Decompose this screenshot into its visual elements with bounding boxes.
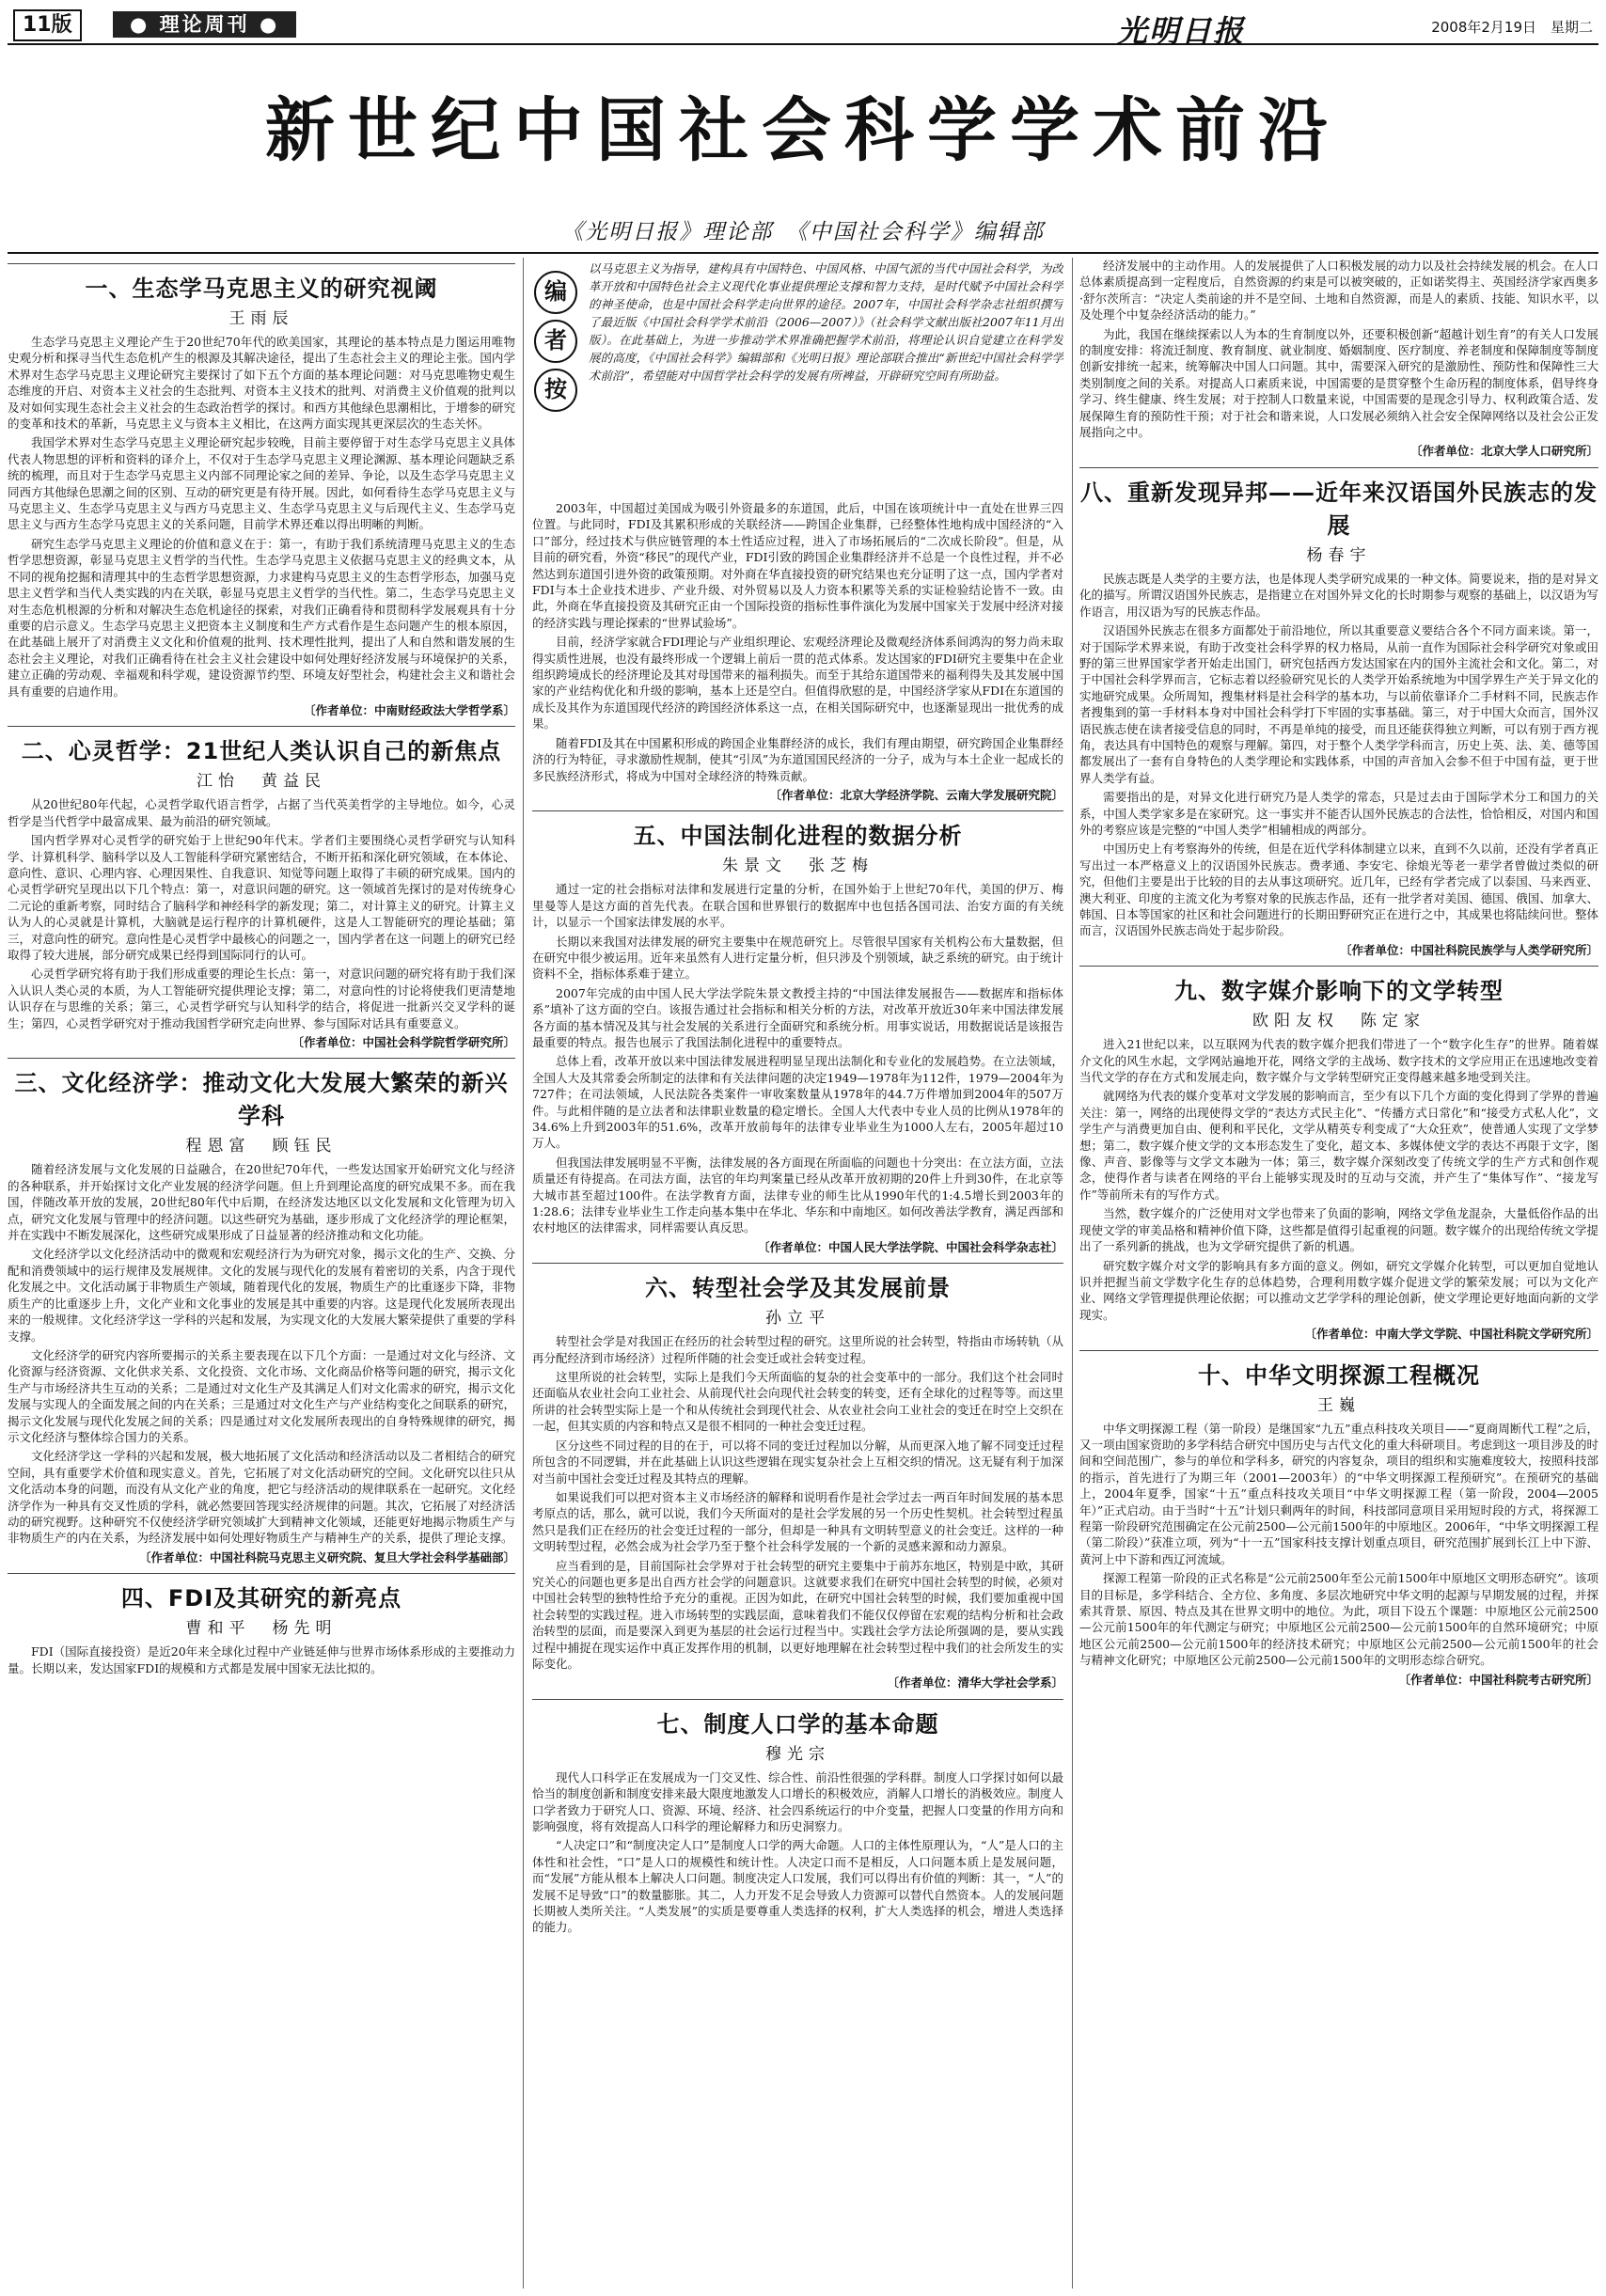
article-paragraph: 研究数字媒介对文学的影响具有多方面的意义。例如，研究文学媒介化转型，可以更加自觉地认识并把握当前文学数字化生存的总体趋势，合理利用数字媒介促进文学的繁荣发展；可以为文化产业、网络文学管理提供理论依据；可以推动文艺学学科的理论创新，使文学理论更好地面向新的文学现实。	[1079, 1258, 1598, 1322]
article-paragraph: 随着FDI及其在中国累积形成的跨国企业集群经济的成长，我们有理由期望，研究跨国企业集群经济的行为特征，寻求激励性规制，使其“引凤”为东道国国民经济的一分子，成为与本土企业一起成长的多民族经济形式，将成为中国对全球经济的特殊贡献。	[532, 735, 1063, 783]
article-paragraph: 通过一定的社会指标对法律和发展进行定量的分析，在国外始于上世纪70年代，美国的伊万、梅里曼等人是这方面的首先代表。在联合国和世界银行的数据库中也包括各国司法、治安方面的有关统计，以显示一个国家法律发展的水平。	[532, 882, 1063, 930]
author-affiliation: 〔作者单位：中南财经政法大学哲学系〕	[303, 702, 515, 717]
editor-note-mark	[534, 271, 579, 417]
article-section	[532, 810, 1063, 1255]
article-paragraph: 长期以来我国对法律发展的研究主要集中在规范研究上。尽管很早国家有关机构公布大量数据，但在研究中很少被运用。近年来虽然有人进行定量分析，但只涉及个别领域，缺乏系统的研究。由于统计资料不全，指标体系难于建立。	[532, 934, 1063, 982]
article-paragraph: 总体上看，改革开放以来中国法律发展进程明显呈现出法制化和专业化的发展趋势。在立法领域，全国人大及其常委会所制定的法律和有关法律问题的决定1949—1978年为112件，1979—2004年为727件；在司法领域，人民法院各类案件一审收案数量从1978年的44.7万件增加到2004年的507万件。与此相伴随的是立法者和法律职业数量的稳定增长。全国人大代表中专业人员的比例从1978年的34.6%上升到2003年的51.6%，改革开放前每年的法律专业毕业生为1000人左右，2005年超过10万人。	[532, 1054, 1063, 1151]
article-paragraph: 2007年完成的由中国人民大学法学院朱景文教授主持的“中国法律发展报告——数据库和指标体系”填补了这方面的空白。该报告通过社会指标和相关分析的方法，对改革开放近30年来中国法律发展各方面的基本情况及其与社会发展的关系进行全面研究和系统分析。用事实说话，用数据说话是该报告最重要的特点。报告也展示了我国法制化进程中的重要特点。	[532, 985, 1063, 1049]
article-section	[1079, 467, 1598, 958]
article-author: 王巍	[1317, 1395, 1361, 1415]
article-heading: 十、中华文明探源工程概况	[1198, 1361, 1480, 1389]
article-heading: 八、重新发现异邦——近年来汉语国外民族志的发展	[1080, 479, 1598, 539]
article-section	[8, 263, 515, 718]
article-heading: 四、FDI及其研究的新亮点	[120, 1585, 402, 1612]
article-paragraph: 转型社会学是对我国正在经历的社会转型过程的研究。这里所说的社会转型，特指由市场转轨（从再分配经济到市场经济）过程所伴随的社会变迁或社会转变过程。	[532, 1334, 1063, 1365]
issue-date: 2008年2月19日 星期二	[1431, 19, 1593, 36]
article-author: 王雨辰	[228, 309, 294, 328]
article-heading: 六、转型社会学及其发展前景	[645, 1275, 951, 1302]
article-paragraph: 就网络为代表的媒介变革对文学发展的影响而言，至少有以下几个方面的变化得到了学界的普遍关注：第一，网络的出现使得文学的“表达方式民主化”、“传播方式日常化”和“接受方式私人化”，文学生产与消费更加自由、便利和平民化，文学从精英专利变成了“大众狂欢”，使普通人实现了文学梦想；第二，数字媒介使文学的文本形态发生了变化，超文本、多媒体使文学的表达不再限于文字，图像、声音、影像等与文学文本融为一体；第三，数字媒介深刻改变了传统文学的生产方式和创作观念，使得作者与读者在网络的平台上能够实现及时的互动与交流，并产生了“集体写作”、“接龙写作”等前所未有的写作方式。	[1079, 1089, 1598, 1202]
article-heading: 五、中国法制化进程的数据分析	[633, 823, 963, 850]
column-right	[1079, 258, 1598, 1695]
column-middle	[532, 258, 1063, 1939]
article-paragraph: 但我国法律发展明显不平衡，法律发展的各方面现在所面临的问题也十分突出：在立法方面，立法质量还有待提高。在司法方面，法官的年均判案量已经从改革开放初期的20件上升到30件，在北京等大城市甚至超过100件。在法学教育方面，法律专业的师生比从1990年代的1:4.5增长到2003年的1:28.6；法律专业毕业生工作走向基本集中在华北、华东和中南地区。如何改善法学教育，满足西部和农村地区的法律需求，同样需要认真反思。	[532, 1155, 1063, 1235]
column-tag: ● 理论周刊 ●	[113, 11, 296, 38]
author-affiliation: 〔作者单位：北京大学经济学院、云南大学发展研究院〕	[769, 787, 1063, 802]
article-heading: 九、数字媒介影响下的文学转型	[1174, 978, 1504, 1005]
article-author: 江怡 黄益民	[197, 772, 326, 792]
newspaper-logo: 光明日报	[1117, 13, 1246, 49]
article-paragraph: 研究生态学马克思主义理论的价值和意义在于：第一，有助于我们系统清理马克思主义的生态哲学思想资源，彰显马克思主义哲学的当代性。生态学马克思主义依据马克思主义的经典文本，从不同的视角挖掘和清理其中的生态哲学思想资源，力求建构马克思主义的生态哲学形态，加强马克思主义哲学和当代人类实践的内在关联，彰显马克思主义哲学的当代性。第二，生态学马克思主义对生态危机根源的分析和对解决生态危机途径的探索，对我们正确看待和贯彻科学发展观具有十分重要的启示意义。生态学马克思主义把资本主义制度和生产方式看作是生态问题产生的根本原因，在此基础上展开了对消费主义文化和价值观的批判、技术理性批判，提出了人和自然和谐发展的生态社会主义理论，对我们正确看待在社会主义社会建设中如何处理好经济发展与环境保护的关系，建立正确的劳动观、幸福观和科学观，建设资源节约型、环境友好型社会，构建社会主义和谐社会具有重要的启迪作用。	[8, 536, 515, 699]
article-paragraph: 为此，我国在继续探索以人为本的生育制度以外，还要积极创新“超越计划生育”的有关人口发展的制度安排：将流迁制度、教育制度、就业制度、婚姻制度、医疗制度、养老制度和保障制度等制度创新安排统一起来，统筹解决中国人口问题。其中，需要深入研究的是激励性、预防性和保障性三大类别制度之间的关系。对提高人口素质来说，中国需要的是贯穿整个生命历程的制度体系，倡导终身学习、终生健康、终生发展；对于控制人口数量来说，中国需要的是现念引导力、权利政策合适、发展保障生育的预防性干预；对于社会和谐来说，人口发展必须纳入社会安全保障网络以及社会公正发展指向之中。	[1079, 326, 1598, 440]
title-rule	[8, 252, 1598, 254]
article-section	[532, 500, 1063, 803]
article-paragraph: 生态学马克思主义理论产生于20世纪70年代的欧美国家，其理论的基本特点是力图运用唯物史观分析和探寻当代生态危机产生的根源及其解决途径，提出了生态社会主义的理论主张。国内学术界对生态学马克思主义理论研究主要探讨了如下五个方面的基本理论问题：对马克思唯物史观生态维度的开启、对资本主义社会的生态批判、对资本主义技术的批判、对消费主义价值观的批判以及对如何实现生态社会主义社会的生态政治哲学的探讨。和西方其他绿色思潮相比，于增参的研究的变革和技术的革新，马克思主义与资本主义相比，在这两方面实现其更深层次的生态关怀。	[8, 335, 515, 432]
article-paragraph: “人决定口”和“制度决定人口”是制度人口学的两大命题。人口的主体性原理认为，“人”是人口的主体性和社会性，“口”是人口的规模性和统计性。人决定口而不是相反，人口问题本质上是发展问题，而“发展”方能从根本上解决人口问题。制度决定人口发展，我们可以得出有价值的判断：其一，“人”的发展不足导致“口”的数量膨胀。其二，人力开发不足会导致人力资源可以替代自然资本。人的发展问题长期被人类所关注。“人类发展”的实质是要尊重人类选择的权利，扩大人类选择的机会，增进人类选择的能力。	[532, 1838, 1063, 1935]
note-mark-char: 按	[534, 369, 577, 412]
article-section	[1079, 258, 1598, 460]
column-divider	[523, 258, 524, 2288]
section-rule	[532, 1263, 1063, 1264]
article-paragraph: 文化经济学以文化经济活动中的微观和宏观经济行为为研究对象，揭示文化的生产、交换、分配和消费领域中的运行规律及发展规律。文化的发展与现代化的发展有着密切的关系，内含于现代化发展之中。文化活动属于非物质生产领域，随着现代化的发展，物质生产的比重逐步下降，非物质生产的比重逐步上升，文化产业和文化事业的发展是其中重要的内容。这是现代化发展所表现出来的一般规律。文化经济学这一学科的兴起和发展，为实现文化的大发展大繁荣提供了重要的学科支撑。	[8, 1247, 515, 1344]
article-heading: 七、制度人口学的基本命题	[656, 1710, 939, 1738]
article-paragraph: 国内哲学界对心灵哲学的研究始于上世纪90年代末。学者们主要围绕心灵哲学研究与认知科学、计算机科学、脑科学以及人工智能科学研究紧密结合，不断开拓和深化研究领域，在本体论、意向性、意识、心理内容、心理因果性、自我意识、知觉等问题上取得了丰硕的研究成果。国内的心灵哲学研究呈现出以下几个特点：第一，对意识问题的研究。这一领域首先探讨的是对传统身心二元论的重新考察，同时结合了脑科学和神经科学的新发现；第二，对计算主义的研究。计算主义认为人的心灵就是计算机，大脑就是运行程序的计算机硬件，这是人工智能研究的理论基础；第三，对意向性的研究。意向性是心灵哲学中最核心的问题之一，国内学者在这一问题上的研究已经取得了较大进展，部分研究成果已经得到国际同行的认可。	[8, 833, 515, 962]
article-paragraph: 目前，经济学家就合FDI理论与产业组织理论、宏观经济理论及微观经济体系间鸿沟的努力尚未取得实质性进展，也没有最终形成一个逻辑上前后一贯的范式体系。发达国家的FDI研究主要集中在企业组织跨境成长的经济理论及其对母国带来的福利损失。而至于其给东道国带来的福利得失及其发展中国家的产业结构优化和升级的影响，基本上还是空白。但值得欣慰的是，中国经济学家从FDI在东道国的成长及其作为东道国现代经济的跨国经济体系这一点，在相关国际研究中，也逐渐显现出一批优秀的成果。	[532, 635, 1063, 731]
article-author: 穆光宗	[765, 1744, 830, 1764]
article-paragraph: 进入21世纪以来，以互联网为代表的数字媒介把我们带进了一个“数字化生存”的世界。随着媒介文化的风生水起，文学网站遍地开花，网络文学的主战场、数字技术的文学应用正在迅速地改变着当代文学的存在方式和发展走向，数字媒介与文学转型研究正变得越来越多地受到关注。	[1079, 1037, 1598, 1085]
author-affiliation: 〔作者单位：中国社科院考古研究所〕	[1398, 1672, 1598, 1687]
article-paragraph: 这里所说的社会转型，实际上是我们今天所面临的复杂的社会变革中的一部分。我们这个社会同时还面临从农业社会向工业社会、从前现代社会向现代社会转变的转变，还有全球化的过程等等。而这里所讲的社会转型实际上是一个和从传统社会到现代社会、从农业社会向工业社会的变迁在时空上交织在一起，但其实质的内容和特点又是很不相同的一种社会变迁过程。	[532, 1370, 1063, 1434]
article-section	[1079, 966, 1598, 1342]
article-heading: 一、生态学马克思主义的研究视阈	[85, 275, 438, 302]
article-paragraph: FDI（国际直接投资）是近20年来全球化过程中产业链延伸与世界市场体系形成的主要推动力量。长期以来，发达国家FDI的规模和方式都是发展中国家无法比拟的。	[8, 1644, 515, 1675]
editors-line: 《光明日报》理论部 《中国社会科学》编辑部	[561, 220, 1045, 244]
article-paragraph: 区分这些不同过程的目的在于，可以将不同的变迁过程加以分解，从而更深入地了解不同变迁过程所包含的不同逻辑，并在此基础上认识这些逻辑在现实复杂社会上互相交织的情况。这无疑有利于加深对当前中国社会变迁过程及其特点的理解。	[532, 1438, 1063, 1486]
column-divider	[1072, 258, 1073, 2288]
author-affiliation: 〔作者单位：中国人民大学法学院、中国社会科学杂志社〕	[757, 1239, 1063, 1254]
article-paragraph: 民族志既是人类学的主要方法，也是体现人类学研究成果的一种文体。简要说来，指的是对异文化的描写。所谓汉语国外民族志，是指建立在对国外异文化的长时期参与观察的基础上，以汉语为写作语言，用汉语为写的民族志作品。	[1079, 571, 1598, 619]
edition-number: 11版	[13, 9, 82, 41]
article-paragraph: 汉语国外民族志在很多方面都处于前沿地位，所以其重要意义要结合各个不同方面来谈。第一，对于国际学术界来说，有助于改变社会科学界的权力格局，从前一直作为国际社会科学研究对象或田野的第三世界国家学者开始走出国门，研究包括西方发达国家在内的国外主流社会和文化。第二，对于中国社会科学界而言，它标志着以经验研究见长的人类学开始系统地为中国学界生产关于异文化的实地研究成果。众所周知，搜集材料是社会科学的基本功，与以前依靠译介二手材料不同，民族志作者搜集到的第一手材料本身对中国社会科学打下牢固的实事基础。第三，对于中国大众而言，国外汉语民族志使在读者接受信息的同时，不再是单纯的接受，而且还能获得独立判断，可以有别于西方视角，表达具有中国特色的观察与理解。第四，对于整个人类学学科而言，历史上英、法、美、德等国都发展出了一套有自身特色的人类学理论和实践体系，中国的声音加入会参不但于中国有益，更于世界人类学有益。	[1079, 623, 1598, 785]
article-section	[532, 1699, 1063, 1936]
article-section	[8, 1058, 515, 1565]
author-affiliation: 〔作者单位：中南大学文学院、中国社科院文学研究所〕	[1304, 1327, 1598, 1342]
section-rule	[1079, 966, 1598, 967]
editor-note	[532, 258, 1063, 493]
article-paragraph: 需要指出的是，对异文化进行研究乃是人类学的常态，只是过去由于国际学术分工和国力的关系，中国人类学家多是在家研究。这一事实并不能否认国外民族志的合法性，恰恰相反，对国内和国外的考察应该是完整的“中国人类学”相辅相成的两部分。	[1079, 790, 1598, 837]
article-paragraph: 心灵哲学研究将有助于我们形成重要的理论生长点：第一，对意识问题的研究将有助于我们深入认识人类心灵的本质，为人工智能研究提供理论支撑；第二，对意向性的讨论将使我们更清楚地认识存在与思维的关系；第三，心灵哲学研究与认知科学的结合，将促进一批新兴交叉学科的诞生；第四，心灵哲学研究对于推动我国哲学研究走向世界、参与国际对话具有重要意义。	[8, 967, 515, 1030]
author-affiliation: 〔作者单位：中国社会科学院哲学研究所〕	[291, 1035, 515, 1050]
note-mark-char: 者	[534, 320, 577, 363]
article-author: 朱景文 张芝梅	[722, 857, 874, 876]
editor-note-text: 以马克思主义为指导，建构具有中国特色、中国风格、中国气派的当代中国社会科学，为改革开放和中国特色社会主义现代化事业提供理论支撑和智力支持，是时代赋予中国社会科学的神圣使命，也是中国社会科学走向世界的途径。2007年，中国社会科学杂志社组织撰写了最近版《中国社会科学学术前沿（2006—2007）》（社会科学文献出版社2007年11月出版）。在此基础上，为进一步推动学术界准确把握学术前沿，将理论认识自觉建立在科学发展的高度，《中国社会科学》编辑部和《光明日报》理论部联合推出“新世纪中国社会科学学术前沿”，希望能对中国哲学社会科学的发展有所裨益，开辟研究空间有所助益。	[589, 261, 1063, 383]
author-affiliation: 〔作者单位：北京大学人口研究所〕	[1409, 444, 1598, 459]
article-author: 欧阳友权 陈定家	[1252, 1012, 1425, 1031]
column-left	[8, 258, 515, 1679]
article-paragraph: 应当看到的是，目前国际社会学界对于社会转型的研究主要集中于前苏东地区，特别是中欧，其研究关心的问题也更多是出自西方社会学的问题意识。这就要求我们在研究中国社会转型的时候，必须对中国社会转型的独特性给予充分的重视。正因为如此，在研究中国社会转型的时候，我们要加重视中国社会转型的实践过程。进入市场转型的实践层面，意味着我们不能仅仅停留在宏观的结构分析和社会政治转型的层面，而是要深入到更为基层的社会运行过程当中。实践社会学方法论所强调的是，要从实践过程中捕捉在现实运作中真正发挥作用的机制，以更好地理解在社会转型过程中我们的社会所发生的实际变化。	[532, 1558, 1063, 1671]
note-mark-char: 编	[534, 271, 577, 314]
masthead	[8, 6, 1598, 49]
article-paragraph: 如果说我们可以把对资本主义市场经济的解释和说明看作是社会学过去一两百年时间发展的基本思考原点的话，那么，就可以说，我们今天所面对的是社会学发展的另一个历史性契机。社会转型过程虽然只是我们正在经历的社会变迁过程的一部分，但却是一种具有文明转型意义的社会变迁。这样的一种文明转型过程，必然会成为社会学乃至于整个社会科学发展的一个新的灵感来源和动力源泉。	[532, 1489, 1063, 1554]
section-rule	[1079, 467, 1598, 468]
article-section	[1079, 1350, 1598, 1689]
section-rule	[8, 726, 515, 727]
article-paragraph: 随着经济发展与文化发展的日益融合，在20世纪70年代，一些发达国家开始研究文化与经济的各种联系，并开始探讨文化产业发展的经济学问题。但上升到理论高度的研究成果不多。而在我国，伴随改革开放的发展，20世纪80年代中后期，在经济发达地区以文化发展和文化管理为切入点，研究文化发展与管理中的经济问题。以这些研究为基础，逐步形成了文化经济学的理论框架，并在实践中不断发展深化，这些研究成果形成了日益显著的经济推动和文化功能。	[8, 1162, 515, 1243]
article-author: 孙立平	[765, 1309, 830, 1329]
author-affiliation: 〔作者单位：中国社科院马克思主义研究院、复旦大学社会科学基础部〕	[138, 1549, 515, 1565]
article-paragraph: 探源工程第一阶段的正式名称是“公元前2500年至公元前1500年中原地区文明形态研究”。该项目的目标是，多学科结合、全方位、多角度、多层次地研究中华文明的起源与早期发展的过程，并探索其背景、原因、特点及其在世界文明中的地位。为此，项目下设五个课题：中原地区公元前2500—公元前1500年的年代测定与研究；中原地区公元前2500—公元前1500年的自然环境研究；中原地区公元前2500—公元前1500年的经济技术研究；中原地区公元前2500—公元前1500年的社会与精神文化研究；中原地区公元前2500—公元前1500年的文明形态综合研究。	[1079, 1571, 1598, 1668]
article-section	[8, 1573, 515, 1676]
article-author: 曹和平 杨先明	[185, 1619, 338, 1639]
article-paragraph: 文化经济学这一学科的兴起和发展，极大地拓展了文化活动和经济活动以及二者相结合的研究空间，具有重要学术价值和现实意义。首先，它拓展了对文化活动研究的空间。文化研究以往只从文化活动本身的问题，而没有从文化产业的角度，把它与经济活动的规律联系在一起研究。文化经济学作为一种具有交叉性质的学科，就必然要回答现实经济规律的问题。其次，它拓展了对经济活动的研究视野。这种研究不仅使经济学研究领域扩大到精神文化领域，还能更好地揭示物质生产与非物质生产的内在关系，为经济发展中如何处理好物质生产与精神生产的关系，提供了理论支撑。	[8, 1449, 515, 1546]
section-rule	[8, 1573, 515, 1574]
author-affiliation: 〔作者单位：清华大学社会学系〕	[887, 1675, 1063, 1691]
article-paragraph: 当然，数字媒介的广泛使用对文学也带来了负面的影响，网络文学鱼龙混杂，大量低俗作品的出现使文学的审美品格和精神价值下降，这些都是值得引起重视的问题。数字媒介的出现给传统文学提出了一系列新的挑战，也为文学研究提供了新的机遇。	[1079, 1206, 1598, 1254]
article-heading: 三、文化经济学：推动文化大发展大繁荣的新兴学科	[14, 1070, 509, 1130]
article-paragraph: 2003年，中国超过美国成为吸引外资最多的东道国，此后，中国在该项统计中一直处在世界三四位置。与此同时，FDI及其累积形成的关联经济——跨国企业集群，已经整体性地构成中国经济的“入口”部分，经过技术与供应链管理的本土性适应过程，进入了市场拓展后的“二次成长阶段”。但是，从目前的研究看，外资“移民”的现代产业，FDI引致的跨国企业集群经济并不总是一个良性过程，并不必然达到东道国引进外资的政策预期。对外商在华直接投资的研究结果也充分证明了这一点，国内学者对FDI与本土企业技术进步、产业升级、对外贸易以及人力资本积累等关系的实证检验结论皆不一致。由此，外商在华直接投资及其研究正由一个国际投资的指标性事件演化为发展中国家关于发展中经济对接的经济实践与理论探索的“世界试验场”。	[532, 501, 1063, 630]
article-paragraph: 现代人口科学正在发展成为一门交叉性、综合性、前沿性很强的学科群。制度人口学探讨如何以最恰当的制度创新和制度安排来最大限度地激发人口增长的积极效应，消解人口增长的消极效应。制度人口学者致力于研究人口、资源、环境、经济、社会四系统运行的中介变量，把握人口变量的作用方向和影响强度，将有效提高人口科学的理论解释力和历史洞察力。	[532, 1769, 1063, 1833]
article-author: 程恩富 顾钰民	[185, 1137, 338, 1156]
article-paragraph: 从20世纪80年代起，心灵哲学取代语言哲学，占据了当代英美哲学的主导地位。如今，心灵哲学是当代哲学中最富成果、最为前沿的研究领域。	[8, 797, 515, 828]
article-paragraph: 中国历史上有考察海外的传统，但是在近代学科体制建立以来，直到不久以前，还没有学者真正写出过一本严格意义上的汉语国外民族志。费孝通、李安宅、徐烺光等老一辈学者曾做过类似的研究，但他们主要是出于比较的目的去从事这项研究。近几年，已经有学者完成了以泰国、马来西亚、澳大利亚、印度的主流文化为考察对象的民族志作品，还有一批学者对美国、德国、俄国、加拿大、韩国、日本等国家的社区和社会问题进行的长期田野研究正在进行之中，其成果也将陆续问世。整体而言，汉语国外民族志尚处于起步阶段。	[1079, 841, 1598, 938]
author-affiliation: 〔作者单位：中国社科院民族学与人类学研究所〕	[1339, 942, 1598, 957]
article-paragraph: 经济发展中的主动作用。人的发展提供了人口积极发展的动力以及社会持续发展的机会。在人口总体素质提高到一定程度后，自然资源的约束是可以被突破的，正如诺奖得主、英国经济学家西奥多·舒尔茨所言：“决定人类前途的并不是空间、土地和自然资源，而是人的素质、技能、知识水平，以及处理个中复杂经济活动的能力。”	[1079, 259, 1598, 322]
article-paragraph: 文化经济学的研究内容所要揭示的关系主要表现在以下几个方面：一是通过对文化与经济、文化资源与经济资源、文化供求关系、文化投资、文化市场、文化商品价格等问题的研究，揭示文化生产与市场经济共生互动的关系；二是通过对文化生产及其满足人们对文化需求的研究，揭示文化发展与实现人的全面发展之间的内在关系；三是通过对文化生产与产业结构变化之间联系的研究，揭示文化发展与现代化发展之间的关系；四是通过对文化发展所表现出的自身特殊规律的研究，揭示文化经济与整体综合国力的关系。	[8, 1347, 515, 1444]
article-author: 杨春宇	[1306, 545, 1372, 565]
section-rule	[8, 263, 515, 264]
article-section	[8, 726, 515, 1050]
page-title: 新世纪中国社会科学学术前沿	[265, 90, 1341, 171]
article-paragraph: 我国学术界对生态学马克思主义理论研究起步较晚，目前主要停留于对生态学马克思主义具体代表人物思想的评析和资料的译介上，不仅对于生态学马克思主义理论渊源、基本理论问题缺乏系统的梳理，而且对于生态学马克思主义内部不同理论家之间的差异、争论，以及生态学马克思主义同西方其他绿色思潮之间的区别、互动的研究更是有待开展。因此，如何看待生态学马克思主义与马克思主义、生态学马克思主义与西方马克思主义、生态学马克思主义与后现代主义、生态学马克思主义与西方生态学马克思主义的关系问题，目前学术界还难以得出明晰的判断。	[8, 435, 515, 532]
article-section	[532, 1263, 1063, 1691]
article-heading: 二、心灵哲学：21世纪人类认识自己的新焦点	[21, 738, 502, 765]
section-rule	[1079, 1350, 1598, 1351]
section-rule	[532, 810, 1063, 811]
article-paragraph: 中华文明探源工程（第一阶段）是继国家“九五”重点科技攻关项目——“夏商周断代工程”之后，又一项由国家资助的多学科结合研究中国历史与古代文化的重大科研项目。考虑到这一项目涉及的时间和空间范围广，参与的单位和学科多，研究的内容复杂，项目的组织和实施难度较大，按照科技部的指示，首先进行了为期三年（2001—2003年）的“中华文明探源工程预研究”。在预研究的基础上，2004年夏季，国家“十五”重点科技攻关项目“中华文明探源工程（第一阶段，2004—2005年）”正式启动。由于当时“十五”计划只剩两年的时间，科技部同意项目采用短时段的方式，将探源工程第一阶段研究范围确定在公元前2500—公元前1500年的中原地区。2006年，“中华文明探源工程（第二阶段）”获准立项，列为“十一五”国家科技支撑计划重点项目，研究范围扩展到长江上中下游、黄河上中下游和西辽河流域。	[1079, 1421, 1598, 1566]
section-rule	[532, 1699, 1063, 1700]
section-rule	[8, 1058, 515, 1059]
